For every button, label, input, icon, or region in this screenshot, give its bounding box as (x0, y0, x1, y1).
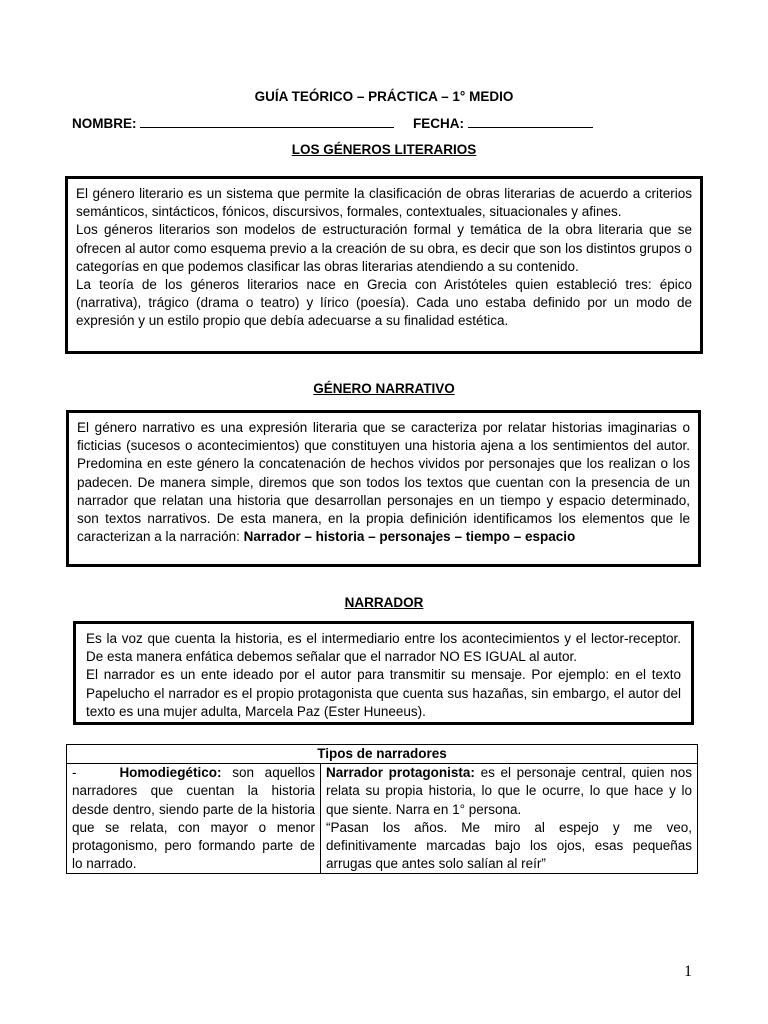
homodiegetico-text: son aquellos narradores que cuentan la historia desde dentro, siendo parte de la historia que se relata, con mayor o menor protagonismo, pero formando parte de lo narrado. (72, 765, 315, 872)
generos-paragraph-3: La teoría de los géneros literarios nace en Grecia con Aristóteles quien estableció tres: épico (narrativa), trágico (drama o teatro) y lírico (poesía). Cada uno estaba definido por un modo de expresión y un estilo propio que debía adecuarse a su finalidad estética. (76, 277, 692, 329)
generos-paragraph-1: El género literario es un sistema que permite la clasificación de obras literarias de acuerdo a criterios semánticos, sintácticos, fónicos, discursivos, formales, contextuales, situacionales y afines. (76, 186, 692, 220)
protagonista-term: Narrador protagonista: (326, 765, 475, 781)
homodiegetico-cell (67, 764, 321, 874)
homodiegetico-term: Homodiegético: (119, 765, 222, 781)
narrativo-elements: Narrador – historia – personajes – tiempo – espacio (243, 529, 576, 545)
section-heading-narrativo: GÉNERO NARRATIVO (313, 381, 455, 396)
narrador-paragraph-1: Es la voz que cuenta la historia, es el intermediario entre los acontecimientos y el lector-receptor. De esta manera enfática debemos señalar que el narrador NO ES IGUAL al autor. (86, 631, 681, 665)
bullet-dash: - (72, 765, 77, 781)
name-blank (140, 115, 394, 128)
date-blank (468, 115, 593, 128)
narrador-paragraph-2: El narrador es un ente ideado por el autor para transmitir su mensaje. Por ejemplo: en el texto Papelucho el narrador es el propio protagonista que cuenta sus hazañas, sin embargo, el autor del texto es una mujer adulta, Marcela Paz (Ester Huneeus). (86, 667, 681, 719)
narrativo-box (66, 410, 701, 567)
protagonista-quote: “Pasan los años. Me miro al espejo y me veo, definitivamente marcadas bajo los ojos, esas pequeñas arrugas que antes solo salían al reír” (326, 819, 693, 872)
page-title: GUÍA TEÓRICO – PRÁCTICA – 1° MEDIO (254, 89, 514, 104)
narrativo-text: El género narrativo es una expresión literaria que se caracteriza por relatar historias imaginarias o ficticias (sucesos o acontecimientos) que constituyen una historia ajena a los sentimientos del autor. Predomina en este género la concatenación de hechos vividos por personajes que los realizan o los padecen. De manera simple, diremos que son todos los textos que cuentan con la presencia de un narrador que relatan una historia que desarrollan personajes en un tiempo y espacio determinado, son textos narrativos. De esta manera, en la propia definición identificamos los elementos que le caracterizan a la narración: (77, 420, 690, 545)
table-header: Tipos de narradores (67, 745, 698, 764)
name-label: NOMBRE: (72, 116, 137, 131)
narrator-types-table (66, 744, 698, 874)
table-row (67, 764, 698, 874)
narrador-box (73, 621, 694, 725)
section-heading-narrador: NARRADOR (344, 595, 424, 610)
narrativo-paragraph (77, 419, 690, 546)
generos-box (65, 176, 703, 354)
date-label: FECHA: (413, 116, 465, 131)
protagonista-cell (321, 764, 698, 874)
name-date-line (72, 115, 593, 133)
protagonista-text: es el personaje central, quien nos relata su propia historia, lo que le ocurre, lo que hace y lo que siente. Narra en 1° persona. (326, 765, 693, 817)
generos-paragraph-2: Los géneros literarios son modelos de estructuración formal y temática de la obra literaria que se ofrecen al autor como esquema previo a la creación de su obra, es decir que son los distintos grupos o categorías en que podemos clasificar las obras literarias atendiendo a su contenido. (76, 222, 692, 274)
page-number: 1 (684, 963, 692, 980)
section-heading-generos: LOS GÉNEROS LITERARIOS (291, 142, 477, 157)
table-header-row (67, 745, 698, 764)
